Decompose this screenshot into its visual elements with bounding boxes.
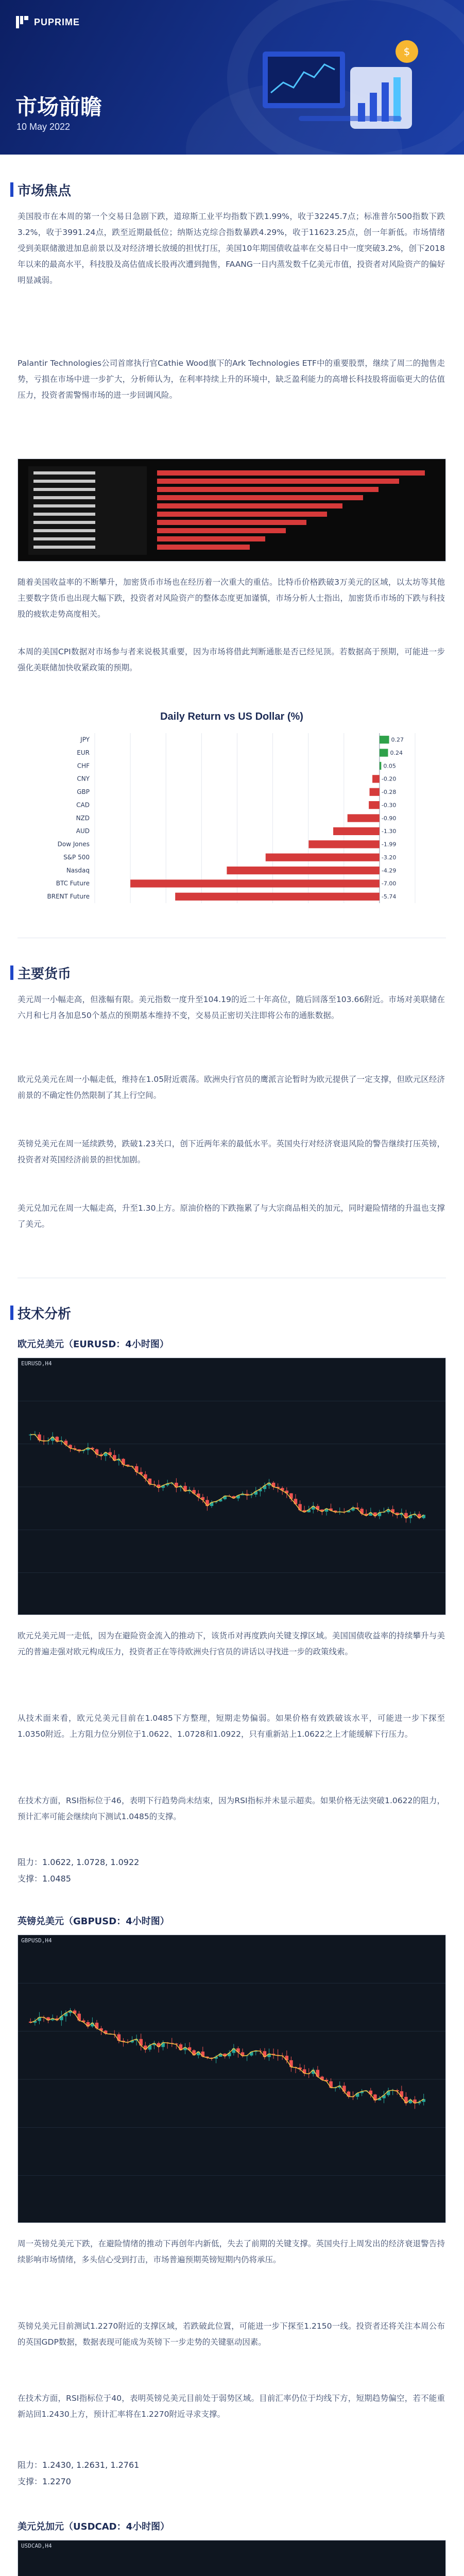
chart-symbol-tag: EURUSD,H4: [21, 1360, 52, 1367]
svg-text:$: $: [403, 45, 410, 58]
fx-paragraph-1: 美元周一小幅走高，但涨幅有限。美元指数一度升至104.19的近二十年高位，随后回落至103.66附近。市场对美联储在六月和七月各加息50个基点的预期基本维持不变，交易员正密切关注即将公布的通胀数据。: [18, 995, 445, 1020]
eurusd-paragraph-1: 欧元兑美元周一走低，因为在避险资金流入的推动下，该货币对再度跌向关键支撑区域。美国国债收益率的持续攀升与美元的普遍走强对欧元构成压力，投资者正在等待欧洲央行官员的讲话以寻找进一步的政策线索。: [18, 1631, 445, 1656]
chart-canvas: [18, 728, 446, 913]
report-date: 10 May 2022: [16, 122, 71, 132]
focus-paragraph-3: 随着美国收益率的不断攀升，加密货币市场也在经历着一次重大的重估。比特币价格跌破3万美元的区域，以太坊等其他主要数字货币也出现大幅下跌，投资者对风险资产的整体态度更加谨慎，市场分析人士指出，加密货币市场的下跌与科技股的疲软走势高度相关。: [18, 578, 445, 619]
chart-symbol-tag: USDCAD,H4: [21, 2543, 52, 2549]
chart-symbol-tag: GBPUSD,H4: [21, 1937, 52, 1944]
gbpusd-chart-image: [18, 1935, 446, 2223]
section-title-text: 市场焦点: [18, 183, 72, 199]
eurusd-candles: [18, 1358, 446, 1615]
data-label: -7.00: [381, 880, 397, 887]
brand-name: PUPRIME: [34, 16, 80, 27]
data-label: -0.30: [381, 802, 397, 809]
section-title-focus: [18, 180, 71, 199]
daily-return-chart: [18, 711, 446, 917]
gbpusd-support: 支撑：1.2270: [18, 2477, 71, 2486]
eurusd-chart-image: [18, 1358, 446, 1615]
bar: [372, 775, 380, 783]
data-label: -4.29: [381, 867, 397, 874]
etf-performance-image: [18, 459, 446, 562]
puprime-logo-icon: [14, 14, 30, 30]
eurusd-heading: 欧元兑美元（EURUSD：4小时图）: [18, 1339, 169, 1350]
section-title-text: 技术分析: [18, 1307, 72, 1322]
fx-paragraph-2: 欧元兑美元在周一小幅走低，维持在1.05附近震荡。欧洲央行官员的鹰派言论暂时为欧元提供了一定支撑，但欧元区经济前景的不确定性仍然限制了其上行空间。: [18, 1075, 445, 1100]
usdcad-chart-image: [18, 2540, 446, 2576]
page-title: 市场前瞻: [15, 94, 102, 120]
category-label: S&P 500: [63, 853, 90, 861]
chart-title: Daily Return vs US Dollar (%): [160, 711, 303, 722]
usdcad-heading: 美元兑加元（USDCAD：4小时图）: [18, 2521, 170, 2532]
category-label: AUD: [76, 827, 90, 835]
data-label: -0.90: [381, 815, 397, 822]
eurusd-resistance: 阻力：1.0622, 1.0728, 1.0922: [18, 1857, 140, 1867]
eurusd-paragraph-2: 从技术面来看，欧元兑美元目前在1.0485下方整理，短期走势偏弱。如果价格有效跌破该水平，可能进一步下探至1.0350附近。上方阻力位分别位于1.0622、1.0728和1.0922，只有重新站上1.0622之上才能缓解下行压力。: [18, 1714, 445, 1739]
data-label: -0.20: [381, 775, 397, 783]
bar: [308, 840, 380, 848]
bar: [266, 854, 380, 861]
section-accent-bar: [10, 965, 13, 980]
category-label: BTC Future: [56, 879, 90, 887]
category-label: GBP: [77, 788, 90, 796]
fx-paragraph-3: 英镑兑美元在周一延续跌势，跌破1.23关口，创下近两年来的最低水平。英国央行对经济衰退风险的警告继续打压英镑，投资者对英国经济前景的担忧加剧。: [18, 1139, 445, 1164]
category-label: BRENT Future: [47, 893, 90, 901]
gbpusd-resistance: 阻力：1.2430, 1.2631, 1.2761: [18, 2460, 140, 2470]
category-label: CHF: [77, 762, 90, 770]
focus-paragraph-1: 美国股市在本周的第一个交易日急剧下跌，道琼斯工业平均指数下跌1.99%，收于32245.7点；标准普尔500指数下跌3.2%，收于3991.24点，跌至近期最低位；纳斯达克综合指数暴跌4.29%，收于11623.25点，创一年新低。市场情绪受到美联储激进加息前景以及对经济增长放缓的担忧打压，美国10年期国债收益率在交易日中一度突破3.2%，创下2018年以来的最高水平，科技股及高估值成长股再次遭到抛售，FAANG一日内蒸发数千亿美元市值，投资者对风险资产的偏好明显减弱。: [18, 212, 445, 285]
section-title-text: 主要货币: [18, 967, 72, 982]
bar: [369, 801, 380, 809]
section-title-fx: [18, 963, 71, 982]
etf-table-graphic: [18, 459, 446, 562]
category-label: CAD: [76, 801, 90, 809]
data-label: -1.30: [381, 828, 397, 835]
category-label: EUR: [77, 749, 90, 756]
bar: [348, 814, 380, 822]
gbpusd-paragraph-1: 周一英镑兑美元下跌，在避险情绪的推动下再创年内新低，失去了前期的关键支撑。英国央行上周发出的经济衰退警告持续影响市场情绪，多头信心受到打击，市场普遍预期英镑短期内仍将承压。: [18, 2239, 445, 2264]
bar: [130, 879, 380, 887]
bar: [175, 893, 380, 901]
usdcad-candles: [18, 2540, 446, 2576]
eurusd-support: 支撑：1.0485: [18, 1874, 71, 1884]
bar: [380, 749, 388, 756]
data-label: -1.99: [381, 841, 397, 848]
bar: [380, 736, 389, 743]
category-label: Dow Jones: [57, 840, 90, 848]
focus-paragraph-2: Palantir Technologies公司首席执行官Cathie Wood旗下的Ark Technologies ETF中的重要股票，继续了周二的抛售走势，亏损在市场中进一步扩大，分析师认为，在利率持续上升的环境中，缺乏盈利能力的高增长科技股将面临更大的估值压力，投资者需警惕市场的进一步回调风险。: [18, 359, 445, 400]
data-label: 0.05: [383, 762, 396, 770]
focus-paragraph-4: 本周的美国CPI数据对市场参与者来说极其重要，因为市场将借此判断通胀是否已经见顶。若数据高于预期，可能进一步强化美联储加快收紧政策的预期。: [18, 647, 445, 672]
gbpusd-heading: 英镑兑美元（GBPUSD：4小时图）: [18, 1916, 169, 1927]
category-label: Nasdaq: [66, 867, 90, 874]
data-label: 0.24: [390, 749, 403, 756]
data-label: -3.20: [381, 854, 397, 861]
section-accent-bar: [10, 1306, 13, 1320]
gbpusd-paragraph-3: 在技术方面，RSI指标位于40，表明英镑兑美元目前处于弱势区域。目前汇率仍位于均线下方，短期趋势偏空，若不能重新站回1.2430上方，预计汇率将在1.2270附近寻求支撑。: [18, 2394, 445, 2419]
gbpusd-paragraph-2: 英镑兑美元目前测试1.2270附近的支撑区域，若跌破此位置，可能进一步下探至1.2150一线。投资者还将关注本周公布的英国GDP数据，数据表现可能成为英镑下一步走势的关键驱动因素。: [18, 2321, 445, 2347]
data-label: -5.74: [381, 893, 397, 901]
bar: [380, 762, 381, 770]
category-label: CNY: [77, 775, 90, 783]
data-label: 0.27: [391, 736, 404, 743]
eurusd-paragraph-3: 在技术方面，RSI指标位于46，表明下行趋势尚未结束，因为RSI指标并未显示超卖。如果价格无法突破1.0622的阻力，预计汇率可能会继续向下测试1.0485的支撑。: [18, 1796, 445, 1821]
category-label: NZD: [76, 814, 90, 822]
fx-paragraph-4: 美元兑加元在周一大幅走高，升至1.30上方。原油价格的下跌拖累了与大宗商品相关的加元，同时避险情绪的升温也支撑了美元。: [18, 1204, 445, 1229]
header-banner: [0, 0, 464, 155]
gbpusd-candles: [18, 1935, 446, 2223]
category-label: JPY: [80, 736, 90, 743]
header-illustration: [252, 31, 438, 149]
bar: [227, 867, 379, 874]
data-label: -0.28: [381, 789, 397, 796]
section-title-tech: [18, 1303, 71, 1323]
bar: [333, 827, 380, 835]
brand-logo[interactable]: [14, 14, 80, 30]
bar: [370, 788, 380, 796]
section-accent-bar: [10, 182, 13, 197]
